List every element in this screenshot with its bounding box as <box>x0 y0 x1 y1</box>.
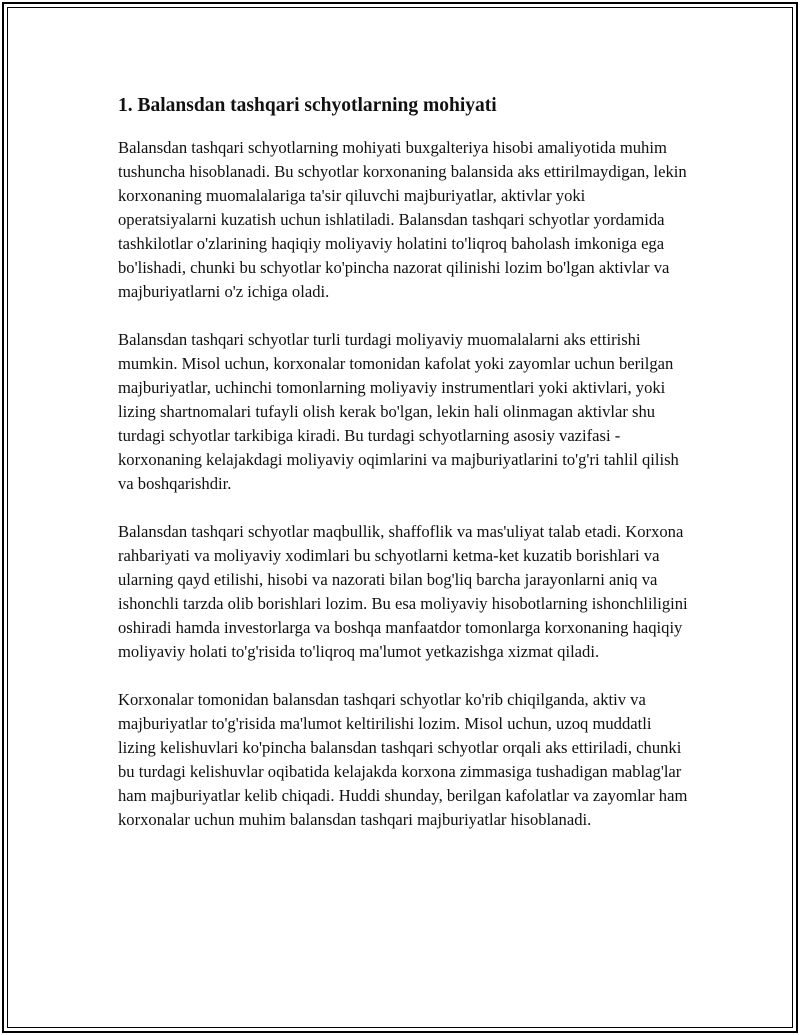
paragraph-4: Korxonalar tomonidan balansdan tashqari schyotlar ko'rib chiqilganda, aktiv va majburiyatlar to'g'risida ma'lumot keltirilishi lozim. Misol uchun, uzoq muddatli lizing kelishuvlari ko'pincha balansdan tashqari schyotlar orqali aks ettiriladi, chunki bu turdagi kelishuvlar oqibatida kelajakda korxona zimmasiga tushadigan mablag'lar ham majburiyatlar kelib chiqadi. Huddi shunday, berilgan kafolatlar va zayomlar ham korxonalar uchun muhim balansdan tashqari majburiyatlar hisoblanadi. <box>118 690 688 829</box>
document-body <box>118 92 688 856</box>
paragraph-2: Balansdan tashqari schyotlar turli turdagi moliyaviy muomalalarni aks ettirishi mumkin. Misol uchun, korxonalar tomonidan kafolat yoki zayomlar uchun berilgan majburiyatlar, uchinchi tomonlarning moliyaviy instrumentlari yoki aktivlari, yoki lizing shartnomalari tufayli olish kerak bo'lgan, lekin hali olinmagan aktivlar shu turdagi schyotlar tarkibiga kiradi. Bu turdagi schyotlarning asosiy vazifasi - korxonaning kelajakdagi moliyaviy oqimlarini va majburiyatlarini to'g'ri tahlil qilish va boshqarishdir. <box>118 330 679 493</box>
paragraph-3: Balansdan tashqari schyotlar maqbullik, shaffoflik va mas'uliyat talab etadi. Korxona rahbariyati va moliyaviy xodimlari bu schyotlarni ketma-ket kuzatib borishlari va ularning qayd etilishi, hisobi va nazorati bilan bog'liq barcha jarayonlarni aniq va ishonchli tarzda olib borishlari lozim. Bu esa moliyaviy hisobotlarning ishonchliligini oshiradi hamda investorlarga va boshqa manfaatdor tomonlarga korxonaning haqiqiy moliyaviy holati to'g'risida to'liqroq ma'lumot yetkazishga xizmat qiladi. <box>118 522 688 661</box>
section-heading: 1. Balansdan tashqari schyotlarning mohiyati <box>118 95 497 116</box>
paragraph-1: Balansdan tashqari schyotlarning mohiyati buxgalteriya hisobi amaliyotida muhim tushuncha hisoblanadi. Bu schyotlar korxonaning balansida aks ettirilmaydigan, lekin korxonaning muomalalariga ta'sir qiluvchi majburiyatlar, aktivlar yoki operatsiyalarni kuzatish uchun ishlatiladi. Balansdan tashqari schyotlar yordamida tashkilotlar o'zlarining haqiqiy moliyaviy holatini to'liqroq baholash imkoniga ega bo'lishadi, chunki bu schyotlar ko'pincha nazorat qilinishi lozim bo'lgan aktivlar va majburiyatlarni o'z ichiga oladi. <box>118 138 687 301</box>
